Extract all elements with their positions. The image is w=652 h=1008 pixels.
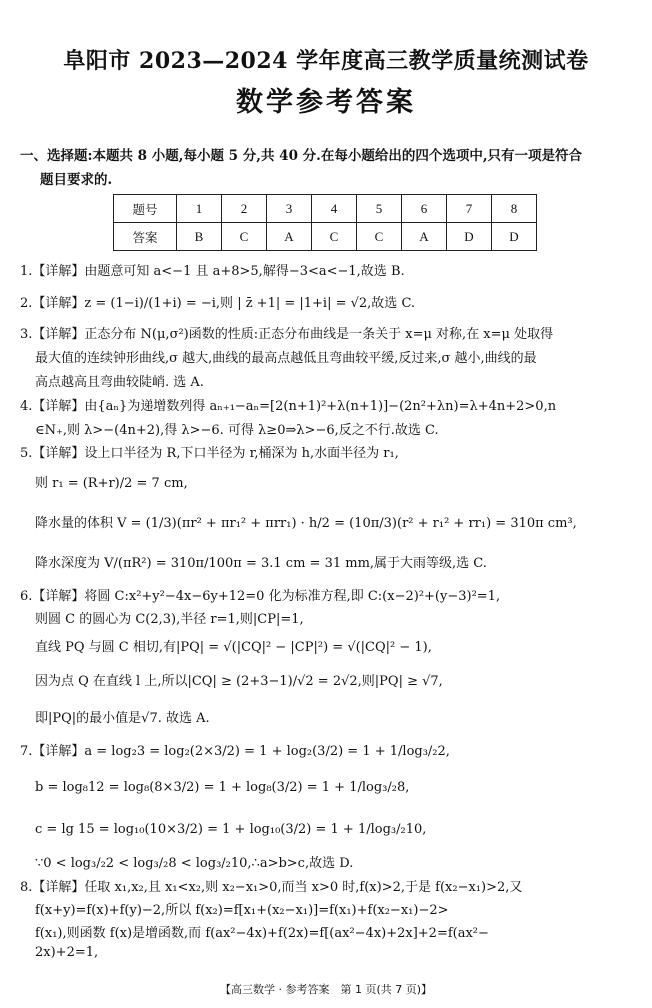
solution-line	[20, 292, 652, 311]
solution-line	[35, 347, 652, 366]
question-number-cell: 4	[312, 195, 357, 223]
section-heading-line-1: 一、选择题:本题共 8 小题,每小题 5 分,共 40 分.在每小题给出的四个选项中,只有一项是符合	[20, 148, 583, 164]
page-footer: 【高三数学 · 参考答案 第 1 页(共 7 页)】	[219, 983, 433, 996]
solution-line	[20, 395, 652, 414]
document-subtitle: 数学参考答案	[236, 87, 416, 118]
solution-text: 即|PQ|的最小值是√7. 故选 A.	[35, 711, 210, 726]
question-number-cell: 5	[357, 195, 402, 223]
solution-text: 则圆 C 的圆心为 C(2,3),半径 r=1,则|CP|=1,	[35, 612, 304, 627]
solution-line	[35, 822, 652, 837]
solution-text: 降水深度为 V/(πR²) = 310π/100π = 3.1 cm = 31 mm,属于大雨等级,选 C.	[35, 556, 487, 571]
solution-text: 1.【详解】由题意可知 a<−1 且 a+8>5,解得−3<a<−1,故选 B.	[20, 264, 405, 279]
solution-text: 2.【详解】z = (1−i)/(1+i) = −i,则 | z̄ +1| = |1+i| = √2,故选 C.	[20, 296, 416, 311]
solution-text: 最大值的连续钟形曲线,σ 越大,曲线的最高点越低且弯曲较平缓,反过来,σ 越小,曲线的最	[35, 351, 537, 366]
solution-text: b = log₈12 = log₈(8×3/2) = 1 + log₈(3/2) = 1 + 1/log₃/₂8,	[35, 780, 410, 795]
solution-line	[20, 323, 652, 342]
solution-line	[35, 852, 652, 871]
solution-text: 6.【详解】将圆 C:x²+y²−4x−6y+12=0 化为标准方程,即 C:(x−2)²+(y−3)²=1,	[20, 589, 501, 604]
solution-line	[20, 585, 652, 604]
solution-line	[20, 442, 652, 461]
solution-text: 则 r₁ = (R+r)/2 = 7 cm,	[35, 476, 188, 491]
solution-text: 高点越高且弯曲较陡峭. 选 A.	[35, 375, 204, 390]
answer-cell: C	[222, 223, 267, 251]
solution-text: 降水量的体积 V = (1/3)(πr² + πr₁² + πrr₁) · h/2 = (10π/3)(r² + r₁² + rr₁) = 310π cm³,	[35, 516, 577, 531]
solution-text: 8.【详解】任取 x₁,x₂,且 x₁<x₂,则 x₂−x₁>0,而当 x>0 时,f(x)>2,于是 f(x₂−x₁)>2,又	[20, 880, 523, 895]
solution-text: 3.【详解】正态分布 N(μ,σ²)函数的性质:正态分布曲线是一条关于 x=μ 对称,在 x=μ 处取得	[20, 327, 554, 342]
solution-line	[35, 419, 652, 438]
answer-cell: C	[357, 223, 402, 251]
question-number-cell: 6	[402, 195, 447, 223]
solution-line	[35, 922, 652, 941]
question-number-cell: 1	[177, 195, 222, 223]
answer-table	[113, 194, 537, 251]
answer-cell: D	[447, 223, 492, 251]
solution-text: 直线 PQ 与圆 C 相切,有|PQ| = √(|CQ|² − |CP|²) = √(|CQ|² − 1),	[35, 640, 432, 655]
solution-text: ∈N₊,则 λ>−(4n+2),得 λ>−6. 可得 λ≥0⇒λ>−6,反之不行.故选 C.	[35, 423, 439, 438]
answer-cell: C	[312, 223, 357, 251]
table-header-cell: 答案	[114, 223, 177, 251]
solution-line	[35, 707, 652, 726]
table-header-cell: 题号	[114, 195, 177, 223]
answer-table-answer-row	[114, 223, 537, 251]
solution-text: c = lg 15 = log₁₀(10×3/2) = 1 + log₁₀(3/2) = 1 + 1/log₃/₂10,	[35, 822, 427, 837]
solution-line	[35, 371, 652, 390]
answer-cell: B	[177, 223, 222, 251]
question-number-cell: 2	[222, 195, 267, 223]
question-number-cell: 7	[447, 195, 492, 223]
answer-cell: A	[402, 223, 447, 251]
solution-text: f(x₁),则函数 f(x)是增函数,而 f(ax²−4x)+f(2x)=f[(ax²−4x)+2x]+2=f(ax²−	[35, 926, 489, 941]
solution-line	[20, 876, 652, 895]
solution-text: 4.【详解】由{aₙ}为递增数列得 aₙ₊₁−aₙ=[2(n+1)²+λ(n+1)]−(2n²+λn)=λ+4n+2>0,n	[20, 399, 557, 414]
solution-text: 5.【详解】设上口半径为 R,下口半径为 r,桶深为 h,水面半径为 r₁,	[20, 446, 399, 461]
solution-text: 因为点 Q 在直线 l 上,所以|CQ| ≥ (2+3−1)/√2 = 2√2,则|PQ| ≥ √7,	[35, 674, 443, 689]
solution-line	[20, 260, 652, 279]
solution-line	[35, 608, 652, 627]
solution-line	[35, 945, 652, 960]
question-number-cell: 8	[492, 195, 537, 223]
exam-title: 阜阳市 2023—2024 学年度高三教学质量统测试卷	[63, 48, 589, 74]
section-heading	[20, 144, 636, 192]
question-number-cell: 3	[267, 195, 312, 223]
solution-line	[35, 670, 652, 689]
answer-cell: D	[492, 223, 537, 251]
solution-line	[35, 472, 652, 491]
answer-table-number-row	[114, 195, 537, 223]
solution-line	[35, 899, 652, 918]
solution-text: 7.【详解】a = log₂3 = log₂(2×3/2) = 1 + log₂(3/2) = 1 + 1/log₃/₂2,	[20, 744, 450, 759]
solution-text: 2x)+2=1,	[35, 945, 99, 960]
solution-line	[20, 740, 652, 759]
solution-line	[35, 636, 652, 655]
solution-line	[35, 552, 652, 571]
solution-text: ∵0 < log₃/₂2 < log₃/₂8 < log₃/₂10,∴a>b>c,故选 D.	[35, 856, 354, 871]
answer-cell: A	[267, 223, 312, 251]
solution-line	[35, 780, 652, 795]
solution-text: f(x+y)=f(x)+f(y)−2,所以 f(x₂)=f[x₁+(x₂−x₁)]=f(x₁)+f(x₂−x₁)−2>	[35, 903, 449, 918]
section-heading-line-2: 题目要求的.	[40, 172, 113, 188]
solution-line	[35, 512, 652, 531]
